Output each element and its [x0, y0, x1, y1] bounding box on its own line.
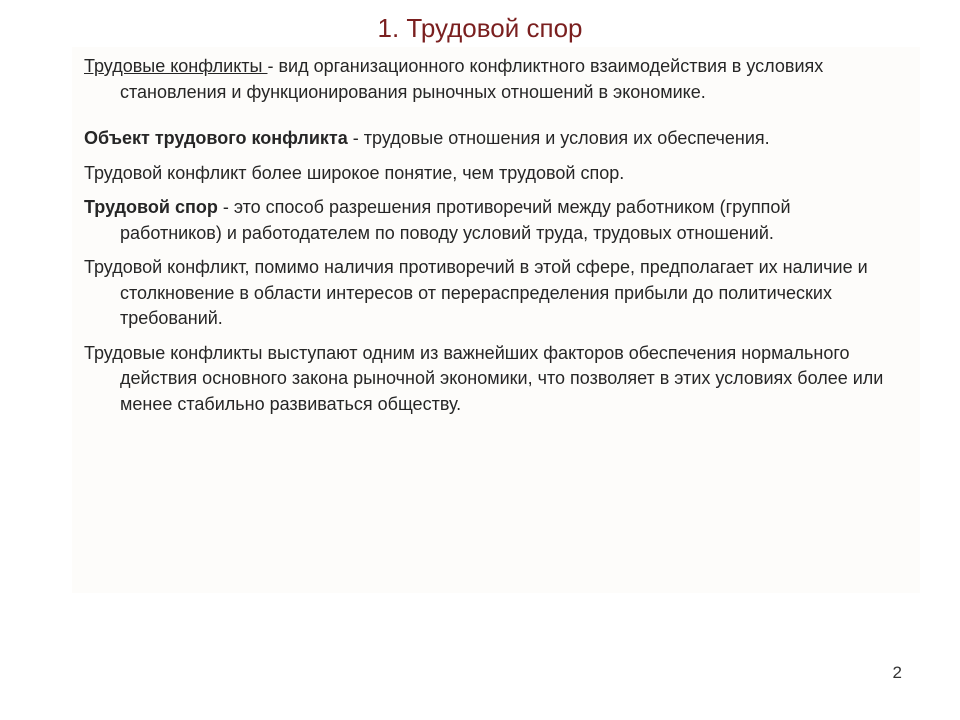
paragraph-text: - трудовые отношения и условия их обеспечения. — [347, 128, 770, 148]
paragraph-text: Трудовой конфликт более широкое понятие, чем трудовой спор. — [84, 162, 625, 183]
paragraph-conflict-scope — [84, 255, 896, 332]
paragraph-text: Трудовой конфликт, помимо наличия противоречий в этой сфере, предполагает их наличие и столкновение в области интересов от перераспределения прибыли до политических требований. — [84, 257, 868, 328]
term-conflict-object: Объект трудового конфликта — [84, 128, 348, 148]
paragraph-conflict-object — [84, 126, 896, 152]
paragraph-conflict-role — [84, 341, 896, 418]
paragraph-labor-conflicts-definition — [84, 54, 896, 105]
term-labor-conflicts: Трудовые конфликты — [84, 56, 268, 76]
paragraph-text: - это способ разрешения противоречий между работником (группой работников) и работодателем по поводу условий труда, трудовых отношений. — [120, 197, 791, 243]
term-labor-dispute: Трудовой спор — [84, 197, 218, 217]
paragraph-text: - вид организационного конфликтного взаимодействия в условиях становления и функционирования рыночных отношений в экономике. — [120, 56, 824, 102]
paragraph-text: Трудовые конфликты выступают одним из важнейших факторов обеспечения нормального действия основного закона рыночной экономики, что позволяет в этих условиях более или менее стабильно развиваться обществу. — [84, 342, 884, 414]
paragraph-conflict-vs-dispute — [84, 161, 896, 187]
content-panel — [72, 47, 920, 593]
page-number: 2 — [892, 663, 902, 682]
paragraph-labor-dispute-definition — [84, 195, 896, 246]
slide-title: 1. Трудовой спор — [377, 13, 583, 43]
